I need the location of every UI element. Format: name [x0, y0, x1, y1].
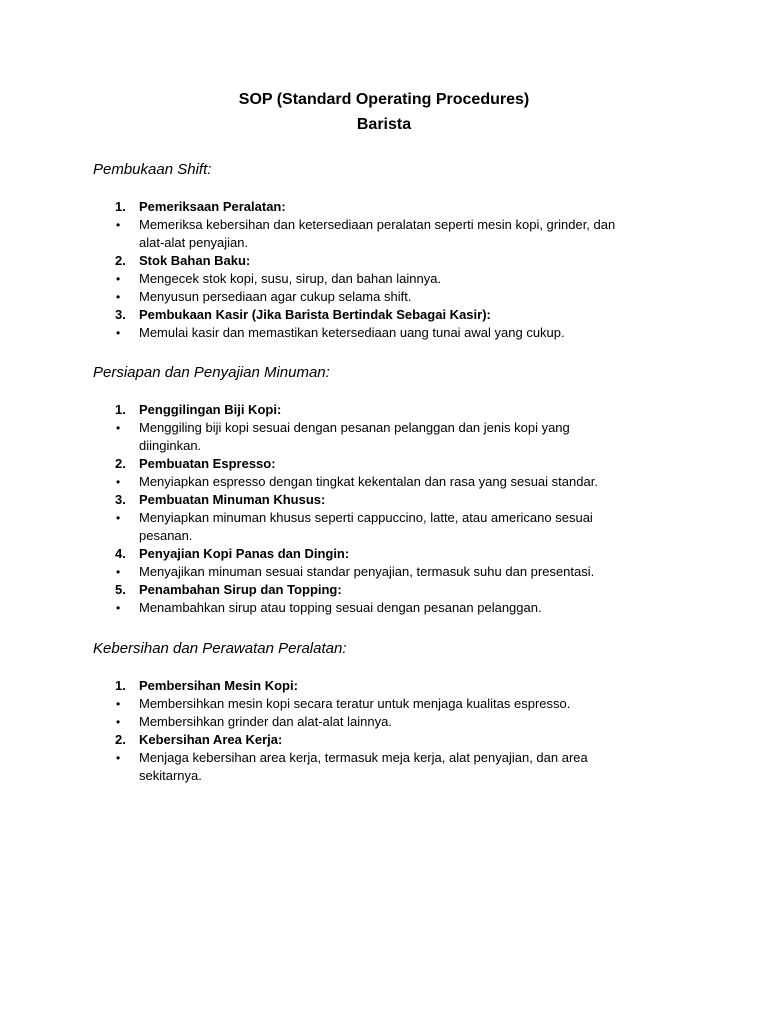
item-title: Kebersihan Area Kerja:: [139, 732, 283, 747]
bullet-icon: •: [116, 511, 121, 525]
bullet-text: Menyusun persediaan agar cukup selama shift.: [139, 289, 412, 304]
item-number: 3.: [115, 307, 126, 322]
item-title: Penambahan Sirup dan Topping:: [139, 582, 342, 597]
bullet-text: Menyiapkan espresso dengan tingkat kekentalan dan rasa yang sesuai standar.: [139, 474, 598, 489]
bullet-text: Menjaga kebersihan area kerja, termasuk meja kerja, alat penyajian, dan area: [139, 750, 588, 765]
item-number: 3.: [115, 492, 126, 507]
item-title: Pembuatan Espresso:: [139, 456, 276, 471]
bullet-icon: •: [116, 601, 121, 615]
bullet-text-continuation: pesanan.: [139, 528, 193, 543]
item-number: 2.: [115, 253, 126, 268]
item-number: 5.: [115, 582, 126, 597]
bullet-icon: •: [116, 715, 121, 729]
bullet-text: Menggiling biji kopi sesuai dengan pesanan pelanggan dan jenis kopi yang: [139, 420, 570, 435]
bullet-text: Membersihkan mesin kopi secara teratur untuk menjaga kualitas espresso.: [139, 696, 571, 711]
item-number: 1.: [115, 678, 126, 693]
section-heading: Pembukaan Shift:: [93, 161, 212, 178]
bullet-text-continuation: diinginkan.: [139, 438, 202, 453]
bullet-text: Menambahkan sirup atau topping sesuai dengan pesanan pelanggan.: [139, 600, 542, 615]
bullet-text-continuation: alat-alat penyajian.: [139, 235, 249, 250]
item-number: 4.: [115, 546, 126, 561]
bullet-icon: •: [116, 421, 121, 435]
item-title: Pemeriksaan Peralatan:: [139, 199, 286, 214]
bullet-text: Menyajikan minuman sesuai standar penyajian, termasuk suhu dan presentasi.: [139, 564, 595, 579]
bullet-icon: •: [116, 565, 121, 579]
item-title: Penyajian Kopi Panas dan Dingin:: [139, 546, 350, 561]
bullet-text-continuation: sekitarnya.: [139, 768, 202, 783]
item-number: 2.: [115, 732, 126, 747]
item-title: Stok Bahan Baku:: [139, 253, 251, 268]
item-title: Pembuatan Minuman Khusus:: [139, 492, 326, 507]
bullet-text: Membersihkan grinder dan alat-alat lainnya.: [139, 714, 392, 729]
bullet-icon: •: [116, 751, 121, 765]
bullet-icon: •: [116, 218, 121, 232]
bullet-icon: •: [116, 326, 121, 340]
item-number: 1.: [115, 199, 126, 214]
bullet-text: Memeriksa kebersihan dan ketersediaan peralatan seperti mesin kopi, grinder, dan: [139, 217, 616, 232]
bullet-icon: •: [116, 290, 121, 304]
document-subtitle: Barista: [356, 116, 412, 133]
item-title: Penggilingan Biji Kopi:: [139, 402, 282, 417]
section-heading: Kebersihan dan Perawatan Peralatan:: [93, 640, 347, 657]
item-title: Pembukaan Kasir (Jika Barista Bertindak Sebagai Kasir):: [139, 307, 491, 322]
document-title: SOP (Standard Operating Procedures): [238, 91, 530, 108]
bullet-icon: •: [116, 475, 121, 489]
bullet-icon: •: [116, 697, 121, 711]
item-number: 1.: [115, 402, 126, 417]
item-title: Pembersihan Mesin Kopi:: [139, 678, 298, 693]
bullet-text: Memulai kasir dan memastikan ketersediaan uang tunai awal yang cukup.: [139, 325, 565, 340]
bullet-text: Mengecek stok kopi, susu, sirup, dan bahan lainnya.: [139, 271, 442, 286]
section-heading: Persiapan dan Penyajian Minuman:: [93, 364, 330, 381]
bullet-text: Menyiapkan minuman khusus seperti cappuccino, latte, atau americano sesuai: [139, 510, 593, 525]
item-number: 2.: [115, 456, 126, 471]
bullet-icon: •: [116, 272, 121, 286]
